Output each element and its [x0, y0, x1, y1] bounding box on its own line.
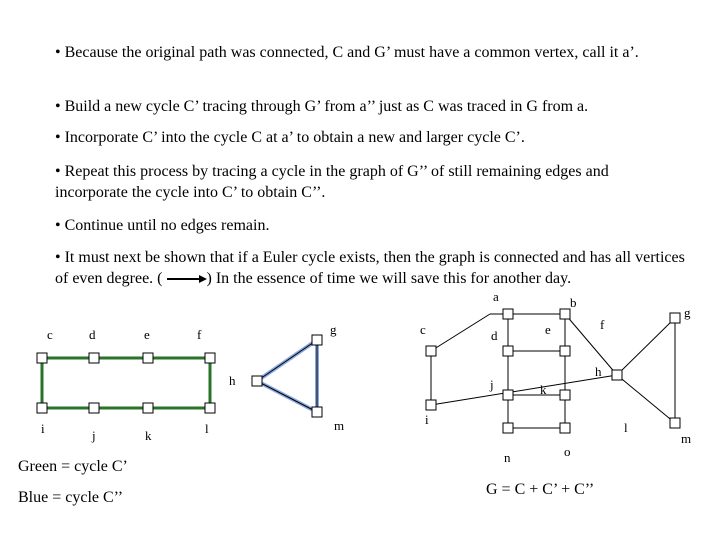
vertex-left-f — [205, 353, 215, 363]
right-label-m: m — [681, 431, 692, 446]
vertex-right-d — [503, 346, 513, 356]
vertex-left-l — [205, 403, 215, 413]
bullet-incorporate: • Incorporate C’ into the cycle C at a’ to obtain a new and larger cycle C’. — [55, 129, 525, 146]
right-label-l: l — [624, 420, 628, 435]
left-label-k: k — [145, 428, 152, 443]
vertex-right-e — [560, 346, 570, 356]
vertex-right-a — [503, 309, 513, 319]
left-label-j: j — [92, 428, 96, 443]
vertex-left-m — [312, 407, 322, 417]
vertex-left-h — [252, 376, 262, 386]
vertex-right-j — [503, 390, 513, 400]
bullet-converse-text-2: ) In the essence of time we will save this for another day. — [206, 270, 572, 287]
vertex-left-i — [37, 403, 47, 413]
left-label-h: h — [229, 373, 236, 388]
left-label-d: d — [89, 327, 96, 342]
right-label-n: n — [504, 450, 511, 465]
right-label-f: f — [600, 317, 605, 332]
right-label-e: e — [545, 322, 551, 337]
vertex-left-c — [37, 353, 47, 363]
vertex-right-n — [503, 423, 513, 433]
vertex-right-i — [426, 400, 436, 410]
vertex-right-h — [612, 370, 622, 380]
bullet-common-vertex: • Because the original path was connected, C and G’ must have a common vertex, call it a’. — [55, 44, 639, 61]
right-label-h: h — [595, 364, 602, 379]
legend-blue-cycle: Blue = cycle C’’ — [18, 489, 124, 506]
right-label-b: b — [570, 295, 577, 310]
vertex-left-d — [89, 353, 99, 363]
left-label-m: m — [334, 418, 345, 433]
bullet-build-cycle: • Build a new cycle C’ tracing through G’ from a’’ just as C was traced in G from a. — [55, 98, 589, 115]
right-label-c: c — [420, 322, 426, 337]
right-graph-edges — [431, 314, 675, 428]
bullet-repeat: • Repeat this process by tracing a cycle in the graph of G’’ of still remaining edges and incorporate the cycle into C’ to obtain C’’. — [55, 163, 609, 201]
left-graph-blue-cycle — [257, 340, 317, 412]
vertex-left-j — [89, 403, 99, 413]
bullet-continue: • Continue until no edges remain. — [55, 217, 270, 234]
vertex-right-o — [560, 423, 570, 433]
legend-green-cycle: Green = cycle C’ — [18, 458, 128, 475]
vertex-left-e — [143, 353, 153, 363]
vertex-left-g — [312, 335, 322, 345]
left-label-l: l — [205, 421, 209, 436]
left-label-e: e — [144, 327, 150, 342]
right-label-g: g — [684, 305, 691, 320]
left-label-f: f — [197, 327, 202, 342]
right-graph-vertices — [426, 309, 680, 433]
left-label-i: i — [41, 421, 45, 436]
right-label-i: i — [425, 412, 429, 427]
vertex-right-g — [670, 313, 680, 323]
left-graph-black-edges — [42, 358, 210, 408]
bullet-converse-text-1: • It must next be shown that if a Euler cycle exists, then the graph is connected and has all vertices of even degree. ( — [55, 249, 685, 287]
left-graph-vertices — [37, 353, 215, 413]
vertex-right-b — [560, 309, 570, 319]
right-label-d: d — [491, 328, 498, 343]
left-label-c: c — [47, 327, 53, 342]
graph-equation: G = C + C’ + C’’ — [486, 481, 595, 498]
right-label-o: o — [564, 444, 571, 459]
vertex-right-k — [560, 390, 570, 400]
vertex-left-k — [143, 403, 153, 413]
vertex-right-m — [670, 418, 680, 428]
right-label-a: a — [493, 289, 499, 304]
left-graph-green-cycle — [42, 358, 210, 408]
left-label-g: g — [330, 322, 337, 337]
vertex-right-c — [426, 346, 436, 356]
left-graph-triangle-vertices — [252, 335, 322, 417]
right-label-k: k — [540, 382, 547, 397]
right-label-j: j — [490, 377, 494, 392]
